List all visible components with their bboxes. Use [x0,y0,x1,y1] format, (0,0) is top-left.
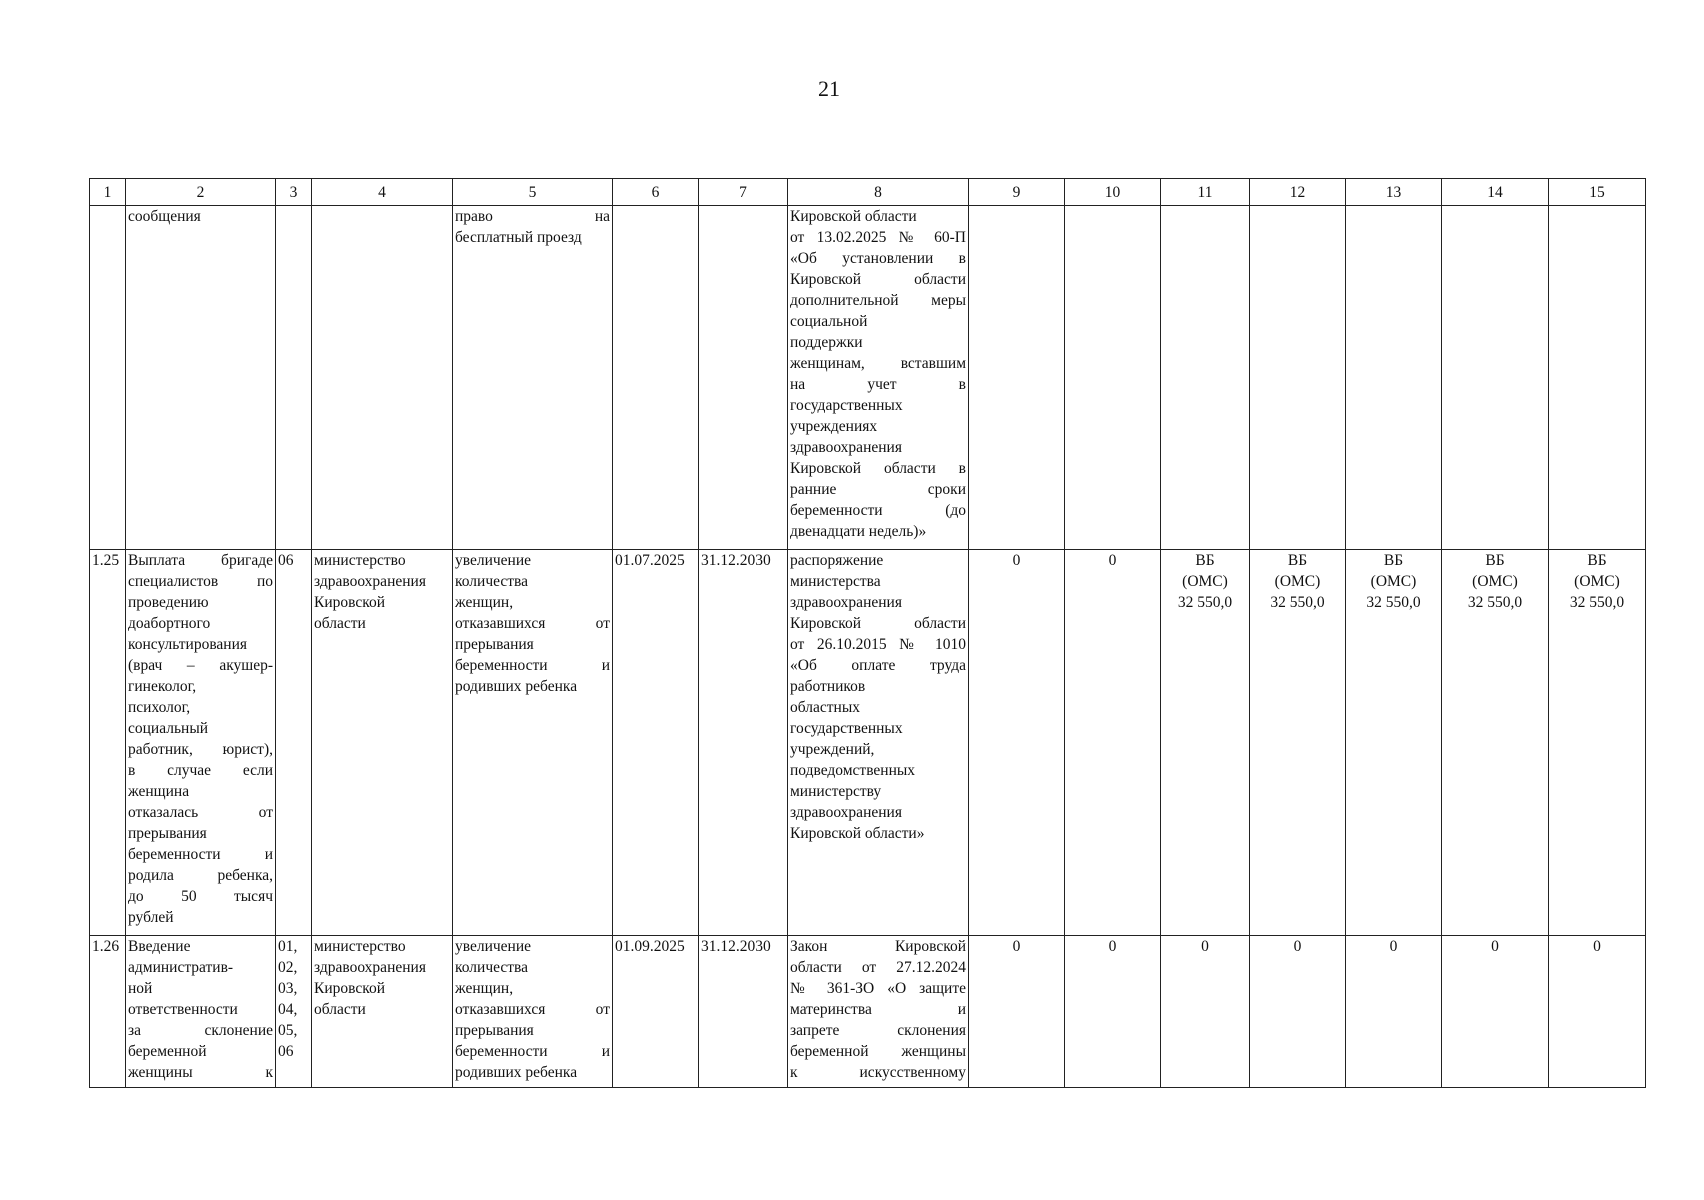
result-line: прерывания [455,636,534,653]
col-header-2: 2 [126,179,276,206]
act-line: запрете склонения [790,1022,966,1039]
act-line: государственных [790,397,903,414]
cell-col11 [1161,206,1250,550]
measure-line: женщина [128,783,190,800]
measure-line: административ- [128,959,234,976]
executor-line: министерство [314,938,406,955]
col-header-9: 9 [969,179,1065,206]
act-line: министерства [790,573,881,590]
cell-code [276,206,312,550]
executor-line: здравоохранения [314,959,426,976]
col-header-3: 3 [276,179,312,206]
act-line: работников [790,678,866,695]
measure-line: женщины к [128,1064,273,1081]
act-line: министерству [790,783,882,800]
cell-col13 [1346,206,1442,550]
executor-line: области [314,1001,366,1018]
measure-line: родила ребенка, [128,867,273,884]
measure-line: Выплата бригаде [128,552,273,569]
funding-source: ВБ [1287,552,1308,569]
act-line: материнства и [790,1001,966,1018]
act-line: «Об оплате труда [790,657,966,674]
executor-line: Кировской [314,980,386,997]
result-line: родивших ребенка [455,678,578,695]
measure-line: (врач – акушер- [128,657,273,674]
measure-line: прерывания [128,825,207,842]
cell-legal-act [788,936,969,1088]
code-line: 02, [278,959,298,976]
cell-funding-col12 [1250,550,1346,936]
funding-type: (ОМС) [1574,573,1620,590]
cell-measure-name [126,550,276,936]
cell-funding-col11 [1161,550,1250,936]
cell-number [90,206,126,550]
act-line: здравоохранения [790,594,902,611]
cell-end-date: 31.12.2030 [699,550,788,936]
measure-line: до 50 тысяч [128,888,273,905]
cell-col14: 0 [1442,936,1549,1088]
code-line: 03, [278,980,298,997]
cell-start-date: 01.07.2025 [613,550,699,936]
cell-result [453,550,613,936]
measure-line: работник, юрист), [128,741,273,758]
cell-col14 [1442,206,1549,550]
result-line: родивших ребенка [455,1064,578,1081]
funding-source: ВБ [1195,552,1215,569]
code-line: 05, [278,1022,298,1039]
table-row-1-25 [90,550,1646,936]
act-line: Кировской области [790,271,966,288]
funding-type: (ОМС) [1370,573,1417,590]
cell-col9: 0 [969,550,1065,936]
result-line: количества [455,573,529,590]
cell-col10 [1065,206,1161,550]
result-line: количества [455,959,529,976]
act-line: государственных [790,720,903,737]
act-line: здравоохранения [790,439,902,456]
page-number: 21 [818,76,840,101]
result-line: отказавшихся от [455,1001,610,1018]
cell-col9: 0 [969,936,1065,1088]
measure-line: социальный [128,720,209,737]
column-number-row [90,179,1646,206]
measure-line: Введение [128,938,191,955]
act-line: дополнительной меры [790,292,966,309]
act-line: на учет в [790,376,966,393]
cell-measure-name: сообщения [126,206,276,550]
measure-line: гинеколог, [128,678,197,695]
result-line: право на [455,208,610,225]
cell-col10: 0 [1065,550,1161,936]
funding-type: (ОМС) [1182,573,1228,590]
act-line: учреждениях [790,418,878,435]
funding-type: (ОМС) [1472,573,1518,590]
result-line: женщин, [455,594,514,611]
cell-col15 [1549,206,1646,550]
result-line: бесплатный проезд [455,229,582,246]
col-header-1: 1 [90,179,126,206]
act-line: к искусственному [790,1064,966,1081]
act-line: областных [790,699,860,716]
cell-result [453,206,613,550]
cell-code: 06 [276,550,312,936]
col-header-10: 10 [1065,179,1161,206]
act-line: от 13.02.2025 № 60-П [790,229,966,246]
result-line: беременности и [455,657,610,674]
cell-funding-col15 [1549,550,1646,936]
measure-line: за склонение [128,1022,273,1039]
executor-line: министерство [314,552,406,569]
cell-number: 1.26 [90,936,126,1088]
measure-line: доабортного [128,615,211,632]
result-line: отказавшихся от [455,615,610,632]
act-line: области от 27.12.2024 [790,959,966,976]
col-header-15: 15 [1549,179,1646,206]
cell-executor [312,936,453,1088]
act-line: от 26.10.2015 № 1010 [790,636,966,653]
measure-line: специалистов по [128,573,273,590]
col-header-8: 8 [788,179,969,206]
code-line: 04, [278,1001,298,1018]
col-header-6: 6 [613,179,699,206]
act-line: беременной женщины [790,1043,966,1060]
act-line: Кировской области» [790,825,925,842]
act-line: социальной [790,313,868,330]
measure-line: беременной [128,1043,207,1060]
measure-line: ответственности [128,1001,238,1018]
result-line: женщин, [455,980,514,997]
cell-col11: 0 [1161,936,1250,1088]
cell-measure-name [126,936,276,1088]
cell-end-date [699,206,788,550]
funding-amount: 32 550,0 [1569,594,1625,611]
act-line: двенадцати недель)» [790,523,927,540]
act-line: «Об установлении в [790,250,966,267]
cell-start-date [613,206,699,550]
funding-amount: 32 550,0 [1467,594,1523,611]
funding-amount: 32 550,0 [1177,594,1233,611]
act-line: подведомственных [790,762,916,779]
cell-legal-act [788,550,969,936]
cell-end-date: 31.12.2030 [699,936,788,1088]
col-header-7: 7 [699,179,788,206]
result-line: беременности и [455,1043,610,1060]
result-line: увеличение [455,552,532,569]
cell-funding-col13 [1346,550,1442,936]
table-row-1-26 [90,936,1646,1088]
col-header-12: 12 [1250,179,1346,206]
measure-line: ной [128,980,153,997]
cell-col15: 0 [1549,936,1646,1088]
act-line: поддержки [790,334,863,351]
act-line: здравоохранения [790,804,902,821]
act-line: Закон Кировской [790,938,966,955]
measure-line: отказалась от [128,804,273,821]
act-line: Кировской области в [790,460,966,477]
cell-start-date: 01.09.2025 [613,936,699,1088]
measure-line: беременности и [128,846,273,863]
code-line: 01, [278,938,298,955]
measure-line: в случае если [128,762,273,779]
executor-line: здравоохранения [314,573,426,590]
funding-source: ВБ [1383,552,1404,569]
cell-col12 [1250,206,1346,550]
measure-line: психолог, [128,699,191,716]
measure-line: консультирования [128,636,248,653]
funding-amount: 32 550,0 [1270,594,1325,611]
cell-funding-col14 [1442,550,1549,936]
act-line: Кировской области [790,208,917,225]
measure-line: проведению [128,594,209,611]
cell-executor [312,206,453,550]
cell-col9 [969,206,1065,550]
col-header-5: 5 [453,179,613,206]
executor-line: Кировской [314,594,386,611]
result-line: увеличение [455,938,532,955]
act-line: ранние сроки [790,481,966,498]
executor-line: области [314,615,366,632]
cell-result [453,936,613,1088]
act-line: № 361-ЗО «О защите [790,980,966,997]
funding-amount: 32 550,0 [1366,594,1421,611]
act-line: женщинам, вставшим [790,355,966,372]
measures-table [89,178,1646,1088]
cell-col13: 0 [1346,936,1442,1088]
funding-source: ВБ [1485,552,1505,569]
act-line: учреждений, [790,741,875,758]
measure-line: рублей [128,909,174,926]
col-header-4: 4 [312,179,453,206]
cell-col12: 0 [1250,936,1346,1088]
table-row-continuation [90,206,1646,550]
col-header-11: 11 [1161,179,1250,206]
act-line: распоряжение [790,552,884,569]
funding-type: (ОМС) [1274,573,1321,590]
funding-source: ВБ [1587,552,1607,569]
act-line: Кировской области [790,615,966,632]
result-line: прерывания [455,1022,534,1039]
cell-code [276,936,312,1088]
cell-col10: 0 [1065,936,1161,1088]
cell-executor [312,550,453,936]
code-line: 06 [278,1043,294,1060]
col-header-14: 14 [1442,179,1549,206]
act-line: беременности (до [790,502,966,519]
cell-legal-act [788,206,969,550]
cell-number: 1.25 [90,550,126,936]
col-header-13: 13 [1346,179,1442,206]
